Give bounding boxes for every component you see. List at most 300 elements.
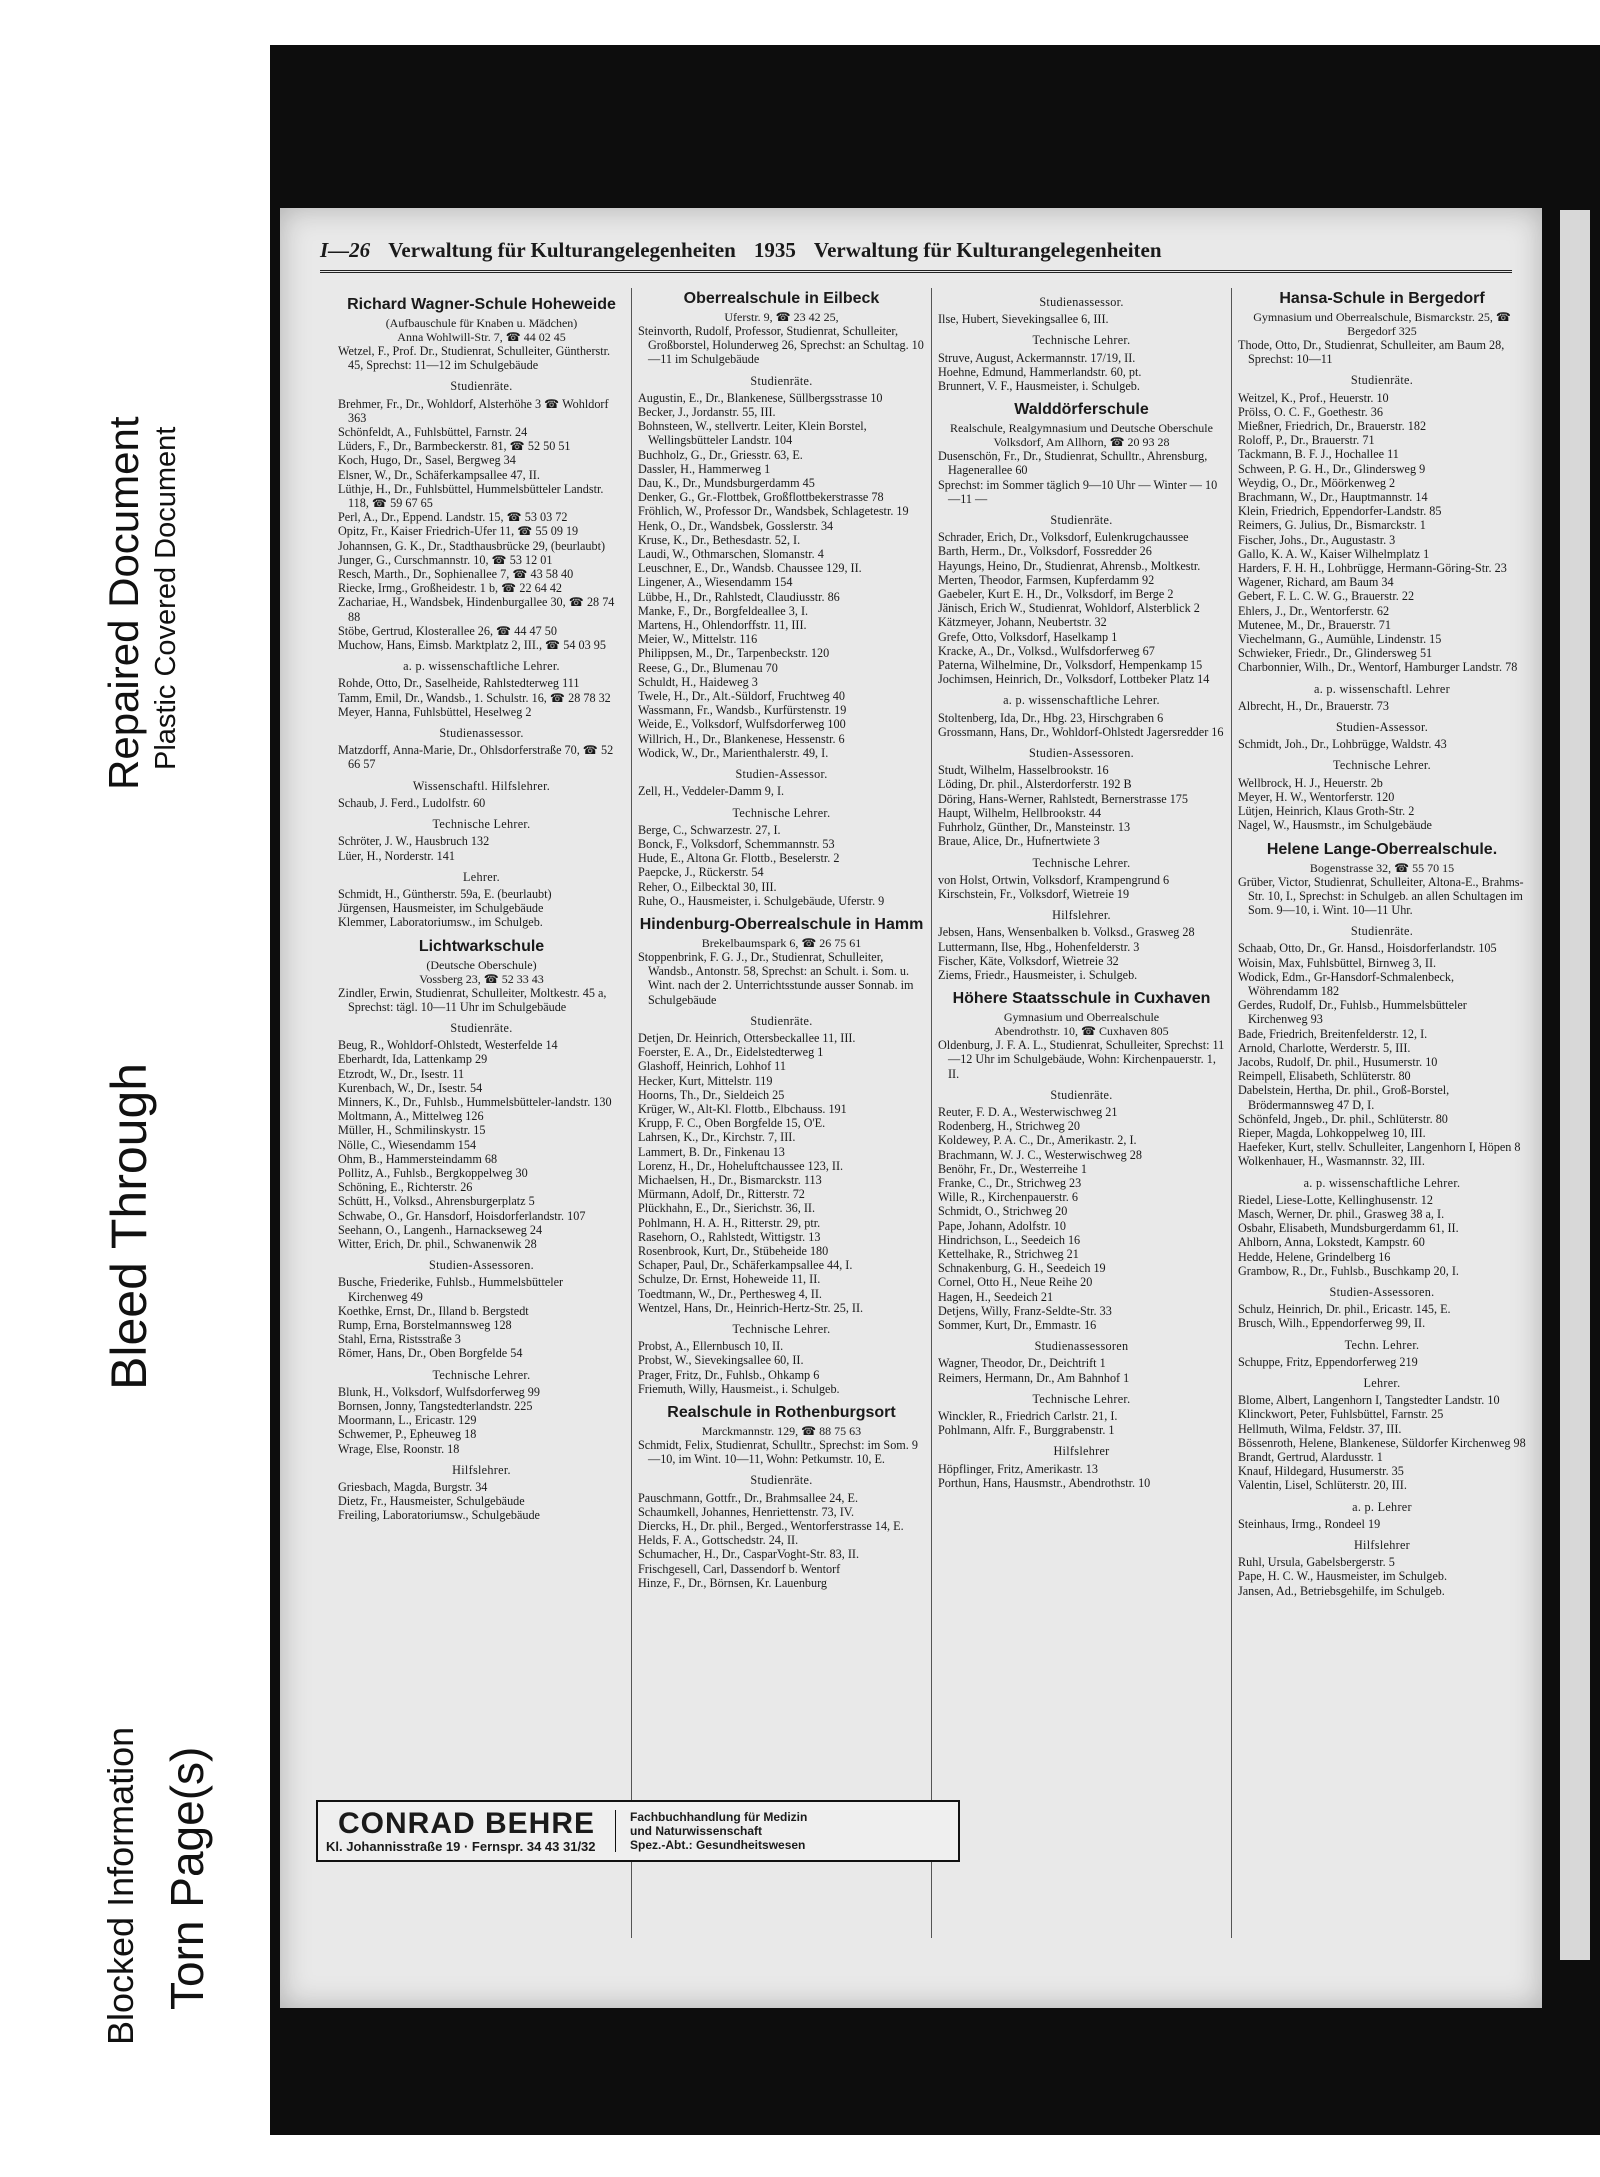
staff-entry: Schmidt, Felix, Studienrat, Schulltr., Sprechst: im Som. 9—10, im Wint. 10—11, Wohn: Petkumstr. 10, E. [638, 1438, 918, 1467]
staff-entry: Seehann, O., Langenh., Harnackseweg 24 [338, 1222, 543, 1237]
staff-entry: Koldewey, P. A. C., Dr., Amerikastr. 2, I. [938, 1133, 1137, 1148]
staff-entry: Rosenbrook, Kurt, Dr., Stübeheide 180 [638, 1243, 829, 1258]
page-number: I—26 [320, 237, 371, 262]
staff-entry: Pape, Johann, Adolfstr. 10 [938, 1218, 1066, 1233]
staff-entry: Koethke, Ernst, Dr., Illand b. Bergstedt [338, 1303, 529, 1318]
staff-entry: Brehmer, Fr., Dr., Wohldorf, Alsterhöhe 3 ☎ Wohldorf 363 [338, 396, 609, 425]
staff-entry: Philippsen, M., Dr., Tarpenbeckstr. 120 [638, 646, 830, 661]
staff-entry: Pauschmann, Gottfr., Dr., Brahmsallee 24, E. [638, 1490, 859, 1505]
staff-entry: Lüer, H., Norderstr. 141 [338, 848, 455, 863]
staff-entry: Bade, Friedrich, Breitenfelderstr. 12, I. [1238, 1026, 1428, 1041]
staff-entry: Frischgesell, Carl, Dassendorf b. Wentorf [638, 1561, 841, 1576]
staff-entry: Hellmuth, Wilma, Feldstr. 37, III. [1238, 1421, 1402, 1436]
staff-entry: Valentin, Lisel, Schlüterstr. 20, III. [1238, 1478, 1407, 1493]
column-2 [632, 288, 932, 1938]
staff-entry: Prager, Fritz, Dr., Fuhlsb., Ohkamp 6 [638, 1367, 820, 1382]
damage-label: Torn Page(s) [161, 1746, 213, 2010]
staff-entry: Sprechst: im Sommer täglich 9—10 Uhr — Winter — 10—11 — [938, 477, 1218, 506]
school-subheading: Abendrothstr. 10, ☎ Cuxhaven 805 [994, 1024, 1169, 1039]
staff-entry: Müller, H., Schmilinskystr. 15 [338, 1123, 486, 1138]
staff-entry: Jochimsen, Heinrich, Dr., Volksdorf, Lottbeker Platz 14 [938, 672, 1210, 687]
staff-entry: Schumacher, H., Dr., CasparVoght-Str. 83, II. [638, 1547, 859, 1562]
staff-category: Studien-Assessoren. [1329, 1284, 1435, 1299]
damage-label: Bleed Through [101, 1062, 157, 1390]
staff-entry: Matzdorff, Anna-Marie, Dr., Ohlsdorferstraße 70, ☎ 52 66 57 [338, 743, 614, 772]
ad-line-2: und Naturwissenschaft [630, 1824, 763, 1838]
staff-entry: Dau, K., Dr., Mundsburgerdamm 45 [638, 476, 815, 491]
staff-category: Lehrer. [463, 869, 500, 884]
school-subheading: Brekelbaumspark 6, ☎ 26 75 61 [701, 935, 862, 950]
staff-entry: Schaub, J. Ferd., Ludolfstr. 60 [338, 795, 486, 810]
school-subheading: Volksdorf, Am Allhorn, ☎ 20 93 28 [993, 435, 1170, 450]
staff-entry: Klinckwort, Peter, Fuhlsbüttel, Farnstr. 25 [1238, 1407, 1444, 1422]
staff-entry: Koch, Hugo, Dr., Sasel, Bergweg 34 [338, 453, 516, 468]
staff-entry: Prölss, O. C. F., Goethestr. 36 [1238, 404, 1383, 419]
ad-line-3: Spez.-Abt.: Gesundheitswesen [630, 1838, 806, 1852]
staff-entry: Riedel, Liese-Lotte, Kellinghusenstr. 12 [1238, 1192, 1433, 1207]
staff-entry: Döring, Hans-Werner, Rahlstedt, Bernerstrasse 175 [938, 791, 1188, 806]
staff-entry: Schnakenburg, G. H., Seedeich 19 [938, 1261, 1106, 1276]
staff-entry: Klemmer, Laboratoriumsw., im Schulgeb. [338, 915, 543, 930]
school-heading: Oberrealschule in Eilbeck [683, 290, 880, 307]
staff-entry: Osbahr, Elisabeth, Mundsburgerdamm 61, II. [1238, 1221, 1459, 1236]
staff-entry: Elsner, W., Dr., Schäferkampsallee 47, II. [338, 467, 540, 482]
staff-entry: Brunnert, V. F., Hausmeister, i. Schulgeb. [938, 379, 1140, 394]
staff-category: a. p. wissenschaftliche Lehrer. [1003, 693, 1160, 708]
staff-category: Studien-Assessor. [1335, 720, 1429, 735]
staff-entry: von Holst, Ortwin, Volksdorf, Krampengrund 6 [938, 872, 1170, 887]
staff-category: Hilfslehrer [1053, 1444, 1110, 1459]
staff-category: Studienräte. [1050, 1087, 1113, 1102]
staff-category: Studien-Assessoren. [429, 1258, 534, 1273]
staff-entry: Bössenroth, Helene, Blankenese, Süldorfer Kirchenweg 98 [1238, 1435, 1526, 1450]
staff-entry: Thode, Otto, Dr., Studienrat, Schulleiter, am Baum 28, Sprechst: 10—11 [1238, 338, 1505, 367]
staff-entry: Benöhr, Fr., Dr., Westerreihe 1 [938, 1161, 1087, 1176]
staff-entry: Löding, Dr. phil., Alsterdorferstr. 192 B [938, 777, 1132, 792]
staff-entry: Hinze, F., Dr., Börnsen, Kr. Lauenburg [638, 1575, 828, 1590]
staff-entry: Reher, O., Eilbecktal 30, III. [638, 879, 777, 894]
school-subheading: Uferstr. 9, ☎ 23 42 25, [724, 310, 839, 324]
staff-entry: Gerdes, Rudolf, Dr., Fuhlsb., Hummelsbütteler Kirchenweg 93 [1238, 998, 1467, 1027]
staff-category: Hilfslehrer [1353, 1538, 1411, 1553]
staff-entry: Weydig, O., Dr., Möörkenweg 2 [1238, 475, 1396, 490]
staff-entry: Winckler, R., Friedrich Carlstr. 21, I. [938, 1409, 1118, 1423]
school-heading: Hansa-Schule in Bergedorf [1279, 290, 1485, 307]
staff-entry: Wetzel, F., Prof. Dr., Studienrat, Schulleiter, Güntherstr. 45, Sprechst: 11—12 im Schulgebäude [338, 344, 611, 373]
staff-category: Technische Lehrer. [732, 1322, 831, 1336]
staff-entry: Roloff, P., Dr., Brauerstr. 71 [1238, 433, 1375, 448]
staff-category: Studienräte. [750, 1473, 813, 1488]
staff-entry: Moormann, L., Ericastr. 129 [338, 1413, 477, 1428]
staff-category: a. p. wissenschaftliche Lehrer. [403, 659, 560, 674]
staff-entry: Lüders, F., Dr., Barmbeckerstr. 81, ☎ 52 50 51 [338, 439, 571, 454]
staff-category: Studienräte. [450, 379, 513, 394]
staff-entry: Probst, A., Ellernbusch 10, II. [638, 1339, 784, 1354]
staff-entry: Manke, F., Dr., Borgfeldeallee 3, I. [638, 603, 809, 618]
staff-entry: Twele, H., Dr., Alt.-Süldorf, Fruchtweg 40 [638, 689, 845, 704]
staff-category: Technische Lehrer. [732, 805, 831, 820]
damage-label: Blocked Information [100, 1726, 141, 2045]
staff-entry: Foerster, E. A., Dr., Eidelstedterweg 1 [638, 1045, 824, 1060]
staff-entry: Pohlmann, Alfr. F., Burggrabenstr. 1 [938, 1423, 1115, 1438]
staff-entry: Merten, Theodor, Farmsen, Kupferdamm 92 [938, 572, 1155, 587]
staff-category: Lehrer. [1363, 1376, 1401, 1390]
staff-category: Technische Lehrer. [1032, 333, 1131, 348]
staff-entry: Johannsen, G. K., Dr., Stadthausbrücke 29, (beurlaubt) [338, 538, 606, 553]
school-subheading: Realschule, Realgymnasium und Deutsche Oberschule [950, 421, 1213, 436]
staff-entry: Schröter, J. W., Hausbruch 132 [338, 834, 490, 849]
staff-entry: Lorenz, H., Dr., Hoheluftchaussee 123, II. [638, 1158, 844, 1173]
staff-entry: Dabelstein, Hertha, Dr. phil., Groß-Borstel, Brödermannsweg 47 D, I. [1238, 1083, 1450, 1112]
staff-entry: Ruhe, O., Hausmeister, i. Schulgebäude, Uferstr. 9 [638, 893, 885, 908]
staff-entry: Schaumkell, Johannes, Henriettenstr. 73, IV. [638, 1504, 855, 1519]
header-year: 1935 [753, 237, 796, 262]
staff-entry: Römer, Hans, Dr., Oben Borgfelde 54 [338, 1346, 523, 1361]
staff-entry: Stöbe, Gertrud, Klosterallee 26, ☎ 44 47 50 [338, 623, 557, 638]
staff-entry: Fröhlich, W., Professor Dr., Wandsbek, Schlagetestr. 19 [638, 504, 909, 519]
staff-entry: Kruse, K., Dr., Bethesdastr. 52, I. [638, 532, 801, 547]
staff-entry: Lübbe, H., Dr., Rahlstedt, Claudiusstr. 86 [638, 589, 840, 604]
staff-category: Studienassessoren [1034, 1339, 1129, 1354]
staff-entry: Paterna, Wilhelmine, Dr., Volksdorf, Hempenkamp 15 [938, 658, 1203, 673]
staff-category: Hilfslehrer. [1052, 908, 1111, 923]
staff-entry: Reimers, G. Julius, Dr., Bismarckstr. 1 [1238, 518, 1426, 533]
staff-entry: Toedtmann, W., Dr., Perthesweg 4, II. [638, 1286, 822, 1301]
staff-entry: Wille, R., Kirchenpauerstr. 6 [938, 1190, 1078, 1205]
staff-entry: Dietz, Fr., Hausmeister, Schulgebäude [338, 1494, 525, 1509]
staff-category: Studienräte. [1350, 924, 1414, 939]
staff-category: Techn. Lehrer. [1344, 1337, 1420, 1352]
staff-entry: Bornsen, Jonny, Tangstedterlandstr. 225 [338, 1399, 533, 1413]
staff-category: Studienassessor. [1039, 295, 1124, 309]
staff-entry: Nagel, W., Hausmstr., im Schulgebäude [1238, 818, 1432, 833]
staff-entry: Rodenberg, H., Strichweg 20 [938, 1119, 1080, 1134]
damage-label: Repaired Document [100, 416, 147, 790]
staff-category: Studien-Assessoren. [1029, 746, 1134, 761]
staff-entry: Meyer, Hanna, Fuhlsbüttel, Heselweg 2 [338, 704, 532, 719]
staff-entry: Lahrsen, K., Dr., Kirchstr. 7, III. [638, 1130, 796, 1145]
staff-entry: Kätzmeyer, Johann, Neubertstr. 32 [938, 615, 1107, 630]
staff-entry: Wagener, Richard, am Baum 34 [1238, 575, 1394, 590]
staff-entry: Reese, G., Dr., Blumenau 70 [638, 660, 778, 675]
staff-entry: Willrich, H., Dr., Blankenese, Hessenstr. 6 [638, 731, 845, 746]
staff-entry: Diercks, H., Dr. phil., Berged., Wentorferstrasse 14, E. [638, 1519, 904, 1534]
staff-entry: Sommer, Kurt, Dr., Emmastr. 16 [938, 1317, 1097, 1332]
staff-entry: Helds, F. A., Gottschedstr. 24, II. [638, 1533, 799, 1548]
school-heading: Lichtwarkschule [418, 937, 545, 955]
staff-entry: Mutenee, M., Dr., Brauerstr. 71 [1238, 617, 1391, 632]
staff-entry: Augustin, E., Dr., Blankenese, Süllbergsstrasse 10 [638, 390, 883, 405]
staff-entry: Minners, K., Dr., Fuhlsb., Hummelsbütteler-landstr. 130 [338, 1094, 612, 1109]
staff-entry: Lingener, A., Wiesendamm 154 [638, 575, 793, 590]
staff-entry: Rohde, Otto, Dr., Saselheide, Rahlstedterweg 111 [338, 676, 580, 691]
damage-label: Plastic Covered Document [150, 426, 182, 770]
staff-category: Technische Lehrer. [1032, 1391, 1131, 1406]
staff-entry: Beug, R., Wohldorf-Ohlstedt, Westerfelde 14 [338, 1038, 558, 1053]
staff-entry: Ruhl, Ursula, Gabelsbergerstr. 5 [1238, 1555, 1395, 1570]
staff-entry: Ahlborn, Anna, Lokstedt, Kampstr. 60 [1238, 1235, 1425, 1250]
staff-entry: Tamm, Emil, Dr., Wandsb., 1. Schulstr. 16, ☎ 28 78 32 [338, 690, 611, 705]
staff-entry: Schmidt, O., Strichweg 20 [938, 1204, 1068, 1219]
staff-entry: Detjens, Willy, Franz-Seldte-Str. 33 [938, 1303, 1112, 1318]
staff-entry: Dassler, H., Hammerweg 1 [638, 461, 771, 476]
staff-entry: Wolkenhauer, H., Wasmannstr. 32, III. [1238, 1154, 1425, 1169]
staff-entry: Opitz, Fr., Kaiser Friedrich-Ufer 11, ☎ 55 09 19 [338, 524, 579, 539]
staff-entry: Glashoff, Heinrich, Lohhof 11 [638, 1059, 786, 1074]
staff-entry: Henk, O., Dr., Wandsbek, Gosslerstr. 34 [638, 518, 834, 533]
school-heading: Helene Lange-Oberrealschule. [1266, 840, 1498, 858]
facing-page-edge [1560, 210, 1590, 1960]
staff-entry: Masch, Werner, Dr. phil., Grasweg 38 a, I. [1238, 1206, 1445, 1221]
staff-entry: Stoppenbrink, F. G. J., Dr., Studienrat, Schulleiter, Wandsb., Antonstr. 58, Sprechst: an Schult. i. Som. u. Wint. nach der 2. Unterrichtsstunde ausser Sonnab. im Schulgebäude [638, 949, 914, 1007]
staff-entry: Hayungs, Heino, Dr., Studienrat, Ahrensb., Moltkestr. [938, 558, 1201, 573]
staff-entry: Reimpell, Elisabeth, Schlüterstr. 80 [1238, 1069, 1411, 1084]
staff-entry: Braue, Alice, Dr., Hufnertwiete 3 [938, 834, 1100, 849]
staff-entry: Nölle, C., Wiesendamm 154 [338, 1137, 477, 1152]
staff-entry: Probst, W., Sievekingsallee 60, II. [638, 1353, 804, 1368]
staff-entry: Schwabe, O., Gr. Hansdorf, Hoisdorferlandstr. 107 [338, 1208, 586, 1223]
staff-entry: Schuldt, H., Haideweg 3 [638, 674, 758, 689]
staff-entry: Schönfeld, Jngeb., Dr. phil., Schlüterstr. 80 [1238, 1111, 1448, 1126]
school-subheading: (Deutsche Oberschule) [426, 957, 537, 972]
staff-entry: Viechelmann, G., Aumühle, Lindenstr. 15 [1238, 632, 1442, 647]
staff-entry: Harders, F. H. H., Lohbrügge, Hermann-Göring-Str. 23 [1238, 561, 1507, 576]
staff-category: Technische Lehrer. [1032, 855, 1131, 870]
staff-category: Studienräte. [750, 1013, 813, 1028]
staff-entry: Tackmann, B. F. J., Hochallee 11 [1238, 447, 1399, 462]
staff-entry: Hude, E., Altona Gr. Flottb., Beselerstr. 2 [638, 851, 840, 866]
staff-entry: Franke, C., Dr., Strichweg 23 [938, 1175, 1082, 1190]
school-subheading: Vossberg 23, ☎ 52 33 43 [419, 971, 544, 986]
staff-entry: Fischer, Johs., Dr., Augustastr. 3 [1238, 532, 1396, 547]
staff-entry: Paepcke, J., Rückerstr. 54 [638, 865, 764, 880]
staff-entry: Brachmann, W. J. C., Westerwischweg 28 [938, 1147, 1142, 1162]
staff-category: Studien-Assessor. [735, 767, 828, 782]
staff-entry: Weitzel, K., Prof., Heuerstr. 10 [1238, 390, 1389, 405]
staff-entry: Schütt, H., Volksd., Ahrensburgerplatz 5 [338, 1194, 535, 1209]
staff-entry: Hoorns, Th., Dr., Sieldeich 25 [638, 1087, 785, 1102]
staff-entry: Grambow, R., Dr., Fuhlsb., Buschkamp 20, I. [1238, 1263, 1459, 1278]
staff-entry: Knauf, Hildegard, Husumerstr. 35 [1238, 1464, 1404, 1479]
staff-entry: Grefe, Otto, Volksdorf, Haselkamp 1 [938, 629, 1118, 644]
staff-category: Studienräte. [1050, 513, 1113, 528]
staff-entry: Charbonnier, Wilh., Dr., Wentorf, Hamburger Landstr. 78 [1238, 660, 1518, 675]
staff-entry: Haefeker, Kurt, stellv. Schulleiter, Langenhorn I, Höpen 8 [1238, 1140, 1521, 1155]
staff-entry: Hagen, H., Seedeich 21 [938, 1289, 1054, 1304]
staff-entry: Schrader, Erich, Dr., Volksdorf, Eulenkrugchaussee [938, 530, 1189, 545]
school-subheading: Marckmannstr. 129, ☎ 88 75 63 [701, 1424, 862, 1439]
staff-entry: Leuschner, E., Dr., Wandsb. Chaussee 129, II. [638, 561, 862, 576]
staff-entry: Schulze, Dr. Ernst, Hoheweide 11, II. [638, 1272, 821, 1287]
staff-entry: Albrecht, H., Dr., Brauerstr. 73 [1238, 698, 1389, 713]
staff-entry: Hecker, Kurt, Mittelstr. 119 [638, 1073, 773, 1088]
staff-entry: Schöning, E., Richterstr. 26 [338, 1180, 473, 1195]
staff-entry: Laudi, W., Othmarschen, Slomanstr. 4 [638, 547, 824, 562]
staff-entry: Etzrodt, W., Dr., Isestr. 11 [338, 1066, 465, 1081]
staff-entry: Studt, Wilhelm, Hasselbrookstr. 16 [938, 763, 1109, 778]
staff-entry: Steinhaus, Irmg., Rondeel 19 [1238, 1516, 1381, 1531]
staff-entry: Freiling, Laboratoriumsw., Schulgebäude [338, 1508, 540, 1523]
staff-entry: Griesbach, Magda, Burgstr. 34 [338, 1480, 488, 1495]
staff-entry: Mießner, Friedrich, Dr., Brauerstr. 182 [1238, 419, 1427, 434]
staff-entry: Resch, Marth., Dr., Sophienallee 7, ☎ 43 58 40 [338, 567, 574, 582]
staff-entry: Meyer, H. W., Wentorferstr. 120 [1238, 789, 1395, 804]
staff-entry: Pohlmann, H. A. H., Ritterstr. 29, ptr. [638, 1215, 821, 1230]
staff-entry: Hindrichson, L., Seedeich 16 [938, 1232, 1081, 1247]
staff-entry: Gaebeler, Kurt E. H., Dr., Volksdorf, im Berge 2 [938, 587, 1174, 602]
staff-entry: Rieper, Magda, Lohkoppelweg 10, III. [1238, 1125, 1426, 1140]
staff-entry: Steinvorth, Rudolf, Professor, Studienrat, Schulleiter, Großborstel, Holunderweg 26, Sprechst: an Schultag. 10—11 im Schulgebäude [638, 324, 924, 367]
header-left-title: Verwaltung für Kulturangelegenheiten [388, 237, 736, 262]
staff-entry: Zell, H., Veddeler-Damm 9, I. [638, 784, 785, 799]
staff-entry: Jebsen, Hans, Wensenbalken b. Volksd., Grasweg 28 [938, 925, 1195, 940]
school-subheading: Bogenstrasse 32, ☎ 55 70 15 [1309, 860, 1455, 875]
staff-entry: Woisin, Max, Fuhlsbüttel, Birnweg 3, II. [1238, 955, 1437, 970]
conrad-behre-advertisement [316, 1800, 960, 1862]
school-subheading: Gymnasium und Oberrealschule [1003, 1010, 1160, 1025]
school-subheading: Anna Wohlwill-Str. 7, ☎ 44 02 45 [397, 330, 566, 344]
staff-entry: Martens, H., Ohlendorffstr. 11, III. [638, 618, 807, 633]
ad-brand: CONRAD BEHRE [338, 1806, 596, 1840]
school-heading: Walddörferschule [1014, 401, 1149, 419]
staff-category: Technische Lehrer. [432, 1367, 531, 1382]
staff-entry: Gallo, K. A. W., Kaiser Wilhelmplatz 1 [1238, 546, 1430, 561]
staff-entry: Meier, W., Mittelstr. 116 [638, 632, 758, 647]
staff-entry: Gebert, F. L. C. W. G., Brauerstr. 22 [1238, 589, 1415, 604]
staff-entry: Wentzel, Hans, Dr., Heinrich-Hertz-Str. 25, II. [638, 1300, 864, 1315]
staff-entry: Blunk, H., Volksdorf, Wulfsdorferweg 99 [338, 1384, 540, 1399]
staff-entry: Ziems, Friedr., Hausmeister, i. Schulgeb. [938, 967, 1138, 982]
column-4 [1232, 288, 1532, 1938]
staff-entry: Schmidt, H., Güntherstr. 59a, E. (beurlaubt) [338, 886, 552, 901]
staff-entry: Krupp, F. C., Oben Borgfelde 15, O'E. [638, 1116, 826, 1131]
column-3 [932, 288, 1232, 1938]
staff-entry: Bonck, F., Volksdorf, Schemmannstr. 53 [638, 836, 835, 851]
staff-entry: Porthun, Hans, Hausmstr., Abendrothstr. 10 [938, 1475, 1151, 1490]
staff-entry: Schulz, Heinrich, Dr. phil., Ericastr. 145, E. [1238, 1302, 1451, 1317]
staff-entry: Junger, G., Curschmannstr. 10, ☎ 53 12 01 [338, 552, 553, 567]
staff-entry: Kettelhake, R., Strichweg 21 [938, 1246, 1079, 1261]
staff-entry: Buchholz, G., Dr., Griesstr. 63, E. [638, 447, 803, 462]
staff-category: Studienräte. [450, 1020, 513, 1035]
staff-entry: Wodick, W., Dr., Marienthalerstr. 49, I. [638, 745, 829, 760]
staff-entry: Witter, Erich, Dr. phil., Schwanenwik 28 [338, 1236, 537, 1251]
staff-entry: Schween, P. G. H., Dr., Glindersweg 9 [1238, 461, 1426, 476]
staff-entry: Rasehorn, O., Rahlstedt, Wittigstr. 13 [638, 1229, 821, 1244]
staff-entry: Fuhrholz, Günther, Dr., Mansteinstr. 13 [938, 820, 1131, 835]
staff-entry: Schwieker, Friedr., Dr., Glindersweg 51 [1238, 646, 1433, 661]
staff-entry: Zindler, Erwin, Studienrat, Schulleiter, Moltkestr. 45 a, Sprechst: tägl. 10—11 Uhr im Schulgebäude [338, 985, 607, 1014]
staff-entry: Cornel, Otto H., Neue Reihe 20 [938, 1275, 1093, 1290]
school-heading: Höhere Staatsschule in Cuxhaven [952, 990, 1211, 1008]
staff-entry: Jacobs, Rudolf, Dr. phil., Husumerstr. 10 [1238, 1054, 1438, 1069]
staff-entry: Reuter, F. D. A., Westerwischweg 21 [938, 1104, 1118, 1119]
staff-entry: Brusch, Wilh., Eppendorferweg 99, II. [1238, 1316, 1426, 1331]
staff-entry: Plückhahn, E., Dr., Sierichstr. 36, II. [638, 1201, 816, 1216]
staff-entry: Lütjen, Heinrich, Klaus Groth-Str. 2 [1238, 804, 1415, 819]
staff-entry: Mürmann, Adolf, Dr., Ritterstr. 72 [638, 1187, 805, 1202]
staff-entry: Berge, C., Schwarzestr. 27, I. [638, 822, 781, 837]
staff-entry: Friemuth, Willy, Hausmeist., i. Schulgeb. [638, 1381, 840, 1396]
school-subheading: (Aufbauschule für Knaben u. Mädchen) [385, 316, 578, 330]
directory-columns [332, 288, 1532, 1938]
staff-entry: Arnold, Charlotte, Werderstr. 5, III. [1238, 1040, 1411, 1055]
school-heading: Hindenburg-Oberrealschule in Hamm [639, 915, 924, 933]
staff-entry: Michaelsen, H., Dr., Bismarckstr. 113 [638, 1172, 822, 1187]
staff-category: Studienräte. [750, 373, 813, 388]
staff-entry: Wodick, Edm., Gr-Hansdorf-Schmalenbeck, Wöhrendamm 182 [1238, 969, 1455, 998]
staff-category: Hilfslehrer. [452, 1462, 511, 1477]
staff-category: Studienräte. [1350, 373, 1414, 388]
staff-entry: Kirschstein, Fr., Volksdorf, Wietreie 19 [938, 886, 1130, 901]
school-heading: Richard Wagner-Schule Hoheweide [347, 296, 616, 313]
staff-entry: Lammert, B. Dr., Finkenau 13 [638, 1144, 785, 1159]
staff-entry: Lüthje, H., Dr., Fuhlsbüttel, Hummelsbütteler Landstr. 118, ☎ 59 67 65 [338, 481, 604, 511]
staff-entry: Bohnsteen, W., stellvertr. Leiter, Klein Borstel, Wellingsbütteler Landstr. 104 [638, 419, 867, 448]
staff-entry: Schwemer, P., Epheuweg 18 [338, 1427, 477, 1442]
school-subheading: Gymnasium und Oberrealschule, Bismarckstr. 25, ☎ Bergedorf 325 [1253, 310, 1511, 338]
staff-category: a. p. wissenschaftl. Lehrer [1313, 681, 1451, 696]
staff-entry: Ohm, B., Hammersteindamm 68 [338, 1151, 498, 1166]
page-header [320, 230, 1512, 273]
staff-entry: Schönfeldt, A., Fuhlsbüttel, Farnstr. 24 [338, 425, 528, 440]
staff-entry: Schaper, Paul, Dr., Schäferkampsallee 44, I. [638, 1258, 853, 1273]
ad-line-1: Fachbuchhandlung für Medizin [630, 1810, 808, 1824]
staff-entry: Riecke, Irmg., Großheidestr. 1 b, ☎ 22 64 42 [338, 581, 563, 596]
staff-entry: Stahl, Erna, Ristsstraße 3 [338, 1332, 461, 1347]
staff-entry: Schmidt, Joh., Dr., Lohbrügge, Waldstr. 43 [1238, 737, 1447, 752]
staff-entry: Grüber, Victor, Studienrat, Schulleiter, Altona-E., Brahms-Str. 10, I., Sprechst: in Schulgeb. an allen Schultagen im Som. 9—10, i. Wint. 10—11 Uhr. [1238, 874, 1524, 917]
header-right-title: Verwaltung für Kulturangelegenheiten [813, 237, 1162, 262]
staff-entry: Reimers, Hermann, Dr., Am Bahnhof 1 [938, 1370, 1130, 1385]
staff-entry: Struve, August, Ackermannstr. 17/19, II. [938, 350, 1136, 365]
annotation-margin [0, 0, 270, 2177]
staff-entry: Hoehne, Edmund, Hammerlandstr. 60, pt. [938, 364, 1142, 379]
school-heading: Realschule in Rothenburgsort [667, 1404, 896, 1422]
staff-entry: Detjen, Dr. Heinrich, Ottersbeckallee 11, III. [638, 1030, 856, 1045]
ad-address: Kl. Johannisstraße 19 · Fernspr. 34 43 31/32 [326, 1838, 596, 1854]
staff-entry: Schuppe, Fritz, Eppendorferweg 219 [1238, 1354, 1418, 1369]
staff-entry: Hedde, Helene, Grindelberg 16 [1238, 1249, 1391, 1264]
staff-category: Wissenschaftl. Hilfslehrer. [412, 778, 551, 793]
staff-entry: Becker, J., Jordanstr. 55, III. [638, 405, 776, 420]
staff-category: a. p. wissenschaftliche Lehrer. [1303, 1175, 1461, 1190]
staff-entry: Wassmann, Fr., Wandsb., Kurfürstenstr. 19 [638, 703, 847, 718]
staff-entry: Jansen, Ad., Betriebsgehilfe, im Schulgeb. [1238, 1583, 1445, 1598]
staff-category: Studienassessor. [439, 726, 524, 741]
staff-entry: Kracke, A., Dr., Volksd., Wulfsdorferweg 67 [938, 643, 1155, 658]
staff-entry: Luttermann, Ilse, Hbg., Hohenfelderstr. 3 [938, 939, 1140, 954]
staff-entry: Perl, A., Dr., Eppend. Landstr. 15, ☎ 53 03 72 [338, 510, 568, 525]
staff-entry: Blome, Albert, Langenhorn I, Tangstedter Landstr. 10 [1238, 1393, 1500, 1408]
staff-entry: Eberhardt, Ida, Lattenkamp 29 [338, 1052, 488, 1067]
staff-entry: Brandt, Gertrud, Alardusstr. 1 [1238, 1450, 1383, 1465]
staff-entry: Stoltenberg, Ida, Dr., Hbg. 23, Hirschgraben 6 [938, 710, 1164, 725]
staff-entry: Schaab, Otto, Dr., Gr. Hansd., Hoisdorferlandstr. 105 [1238, 941, 1497, 956]
staff-entry: Barth, Herm., Dr., Volksdorf, Fossredder 26 [938, 544, 1152, 559]
staff-entry: Kurenbach, W., Dr., Isestr. 54 [338, 1080, 483, 1095]
staff-entry: Oldenburg, J. F. A. L., Studienrat, Schulleiter, Sprechst: 11—12 Uhr im Schulgebäude, Wohn: Kirchenpauerstr. 1, II. [938, 1038, 1225, 1081]
staff-entry: Dusenschön, Fr., Dr., Studienrat, Schulltr., Ahrensburg, Hagenerallee 60 [938, 449, 1208, 478]
staff-entry: Klein, Friedrich, Eppendorfer-Landstr. 85 [1238, 504, 1442, 519]
staff-entry: Weide, E., Volksdorf, Wulfsdorferweg 100 [638, 717, 846, 732]
staff-entry: Denker, G., Gr.-Flottbek, Großflottbekerstrasse 78 [638, 490, 884, 505]
staff-entry: Krüger, W., Alt-Kl. Flottb., Elbchauss. 191 [638, 1101, 847, 1116]
staff-entry: Ilse, Hubert, Sievekingsallee 6, III. [938, 312, 1109, 327]
staff-entry: Haupt, Wilhelm, Hellbrookstr. 44 [938, 805, 1102, 820]
column-1 [332, 288, 632, 1938]
staff-entry: Rump, Erna, Borstelmannsweg 128 [338, 1317, 512, 1332]
